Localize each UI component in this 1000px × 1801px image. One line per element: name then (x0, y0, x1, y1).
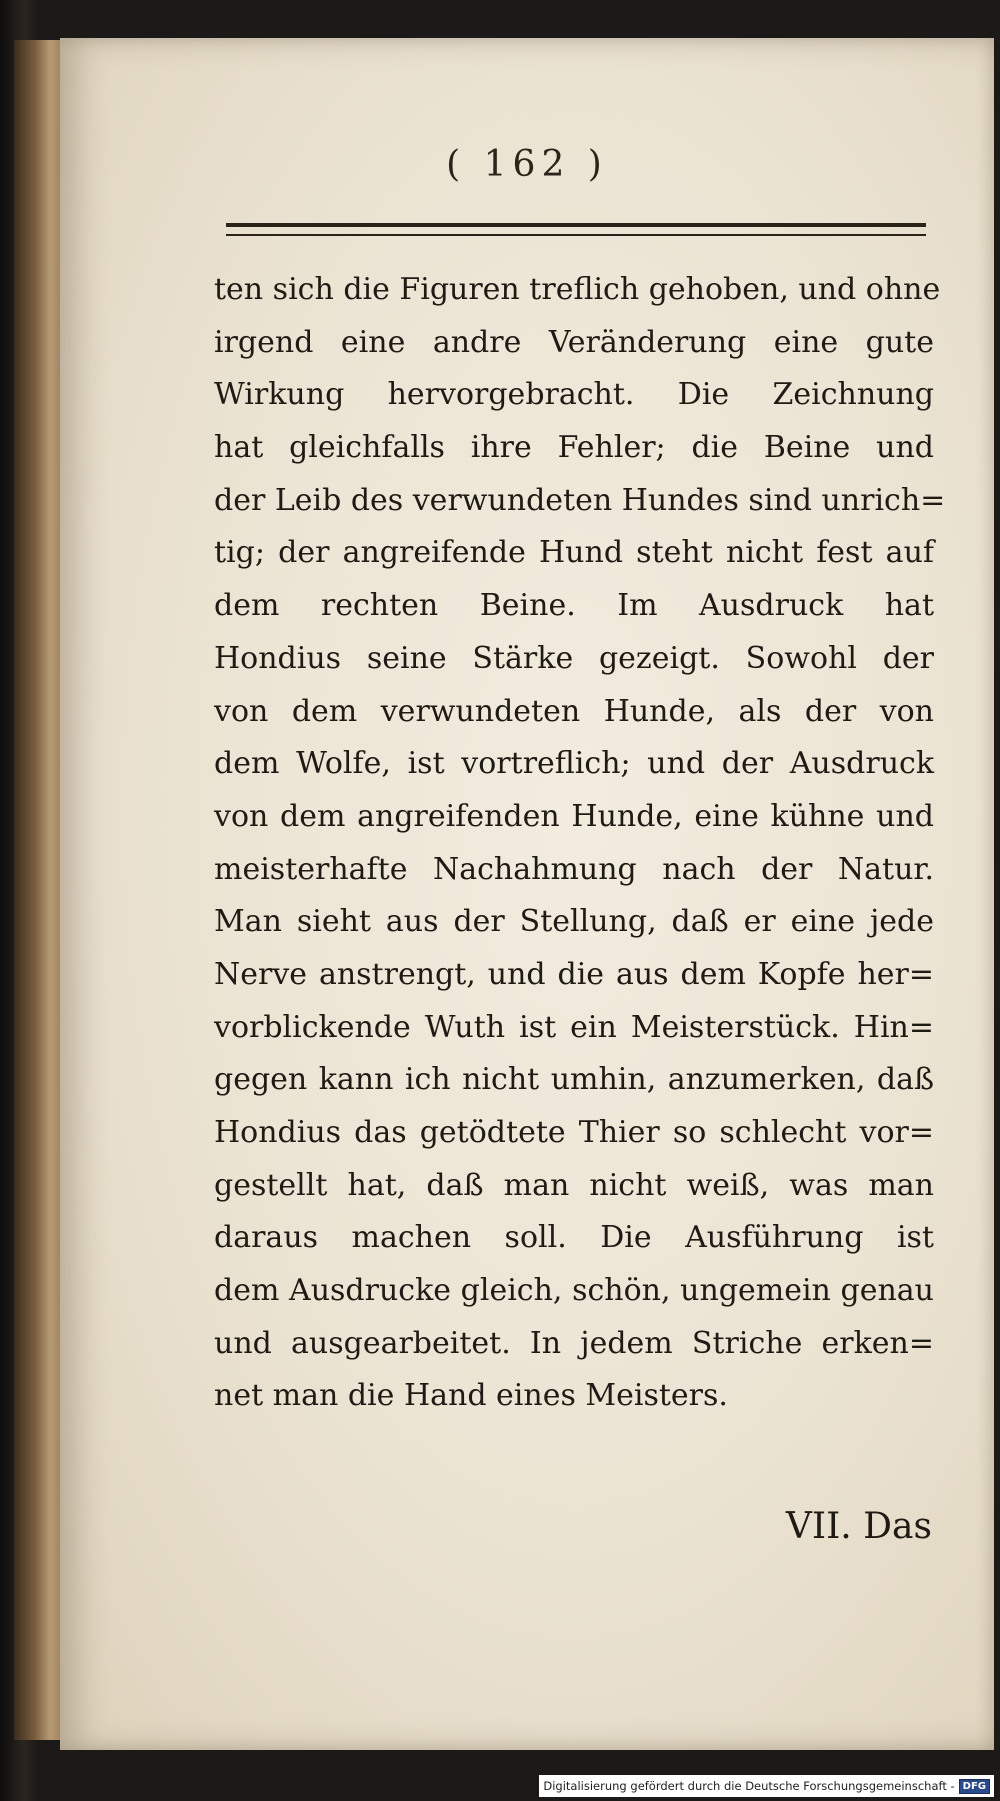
dfg-logo: DFG (959, 1779, 990, 1794)
text-line: tig; der angreifende Hund steht nicht fest auf (214, 535, 934, 571)
text-line: Wirkung hervorgebracht. Die Zeichnung (214, 377, 934, 413)
text-line: von dem verwundeten Hunde, als der von (214, 693, 934, 729)
body-text (214, 264, 946, 1423)
header-rule-thick (226, 223, 926, 227)
text-line: gestellt hat, daß man nicht weiß, was man (214, 1167, 934, 1203)
text-line: meisterhafte Nachahmung nach der Natur. (214, 851, 934, 887)
text-line: dem Ausdrucke gleich, schön, ungemein genau (214, 1273, 934, 1309)
text-line: dem Wolfe, ist vortreflich; und der Ausdruck (214, 746, 934, 782)
text-line: hat gleichfalls ihre Fehler; die Beine und (214, 430, 934, 466)
book-page (60, 38, 994, 1750)
text-line: Hondius seine Stärke gezeigt. Sowohl der (214, 640, 934, 676)
text-line: irgend eine andre Veränderung eine gute (214, 324, 934, 360)
text-line: Man sieht aus der Stellung, daß er eine jede (214, 904, 934, 940)
page-number: ( 162 ) (446, 144, 608, 185)
text-line: net man die Hand eines Meisters. (214, 1378, 728, 1414)
text-line: Nerve anstrengt, und die aus dem Kopfe her= (214, 956, 934, 992)
header-rule-thin (226, 234, 926, 236)
text-line: ten sich die Figuren treflich gehoben, und ohne (214, 272, 941, 307)
digitization-footer (539, 1775, 994, 1797)
text-line: von dem angreifenden Hunde, eine kühne und (214, 798, 934, 834)
text-line: vorblickende Wuth ist ein Meisterstück. Hin= (214, 1009, 934, 1045)
funding-notice: Digitalisierung gefördert durch die Deutsche Forschungsgemeinschaft - (543, 1779, 955, 1793)
text-line: dem rechten Beine. Im Ausdruck hat (214, 588, 934, 624)
text-line: Hondius das getödtete Thier so schlecht vor= (214, 1115, 934, 1150)
text-line: der Leib des verwundeten Hundes sind unrich= (214, 482, 946, 518)
text-line: daraus machen soll. Die Ausführung ist (214, 1220, 934, 1256)
text-line: und ausgearbeitet. In jedem Striche erken= (214, 1325, 934, 1361)
catchword: VII. Das (785, 1506, 932, 1547)
text-line: gegen kann ich nicht umhin, anzumerken, daß (214, 1062, 934, 1098)
